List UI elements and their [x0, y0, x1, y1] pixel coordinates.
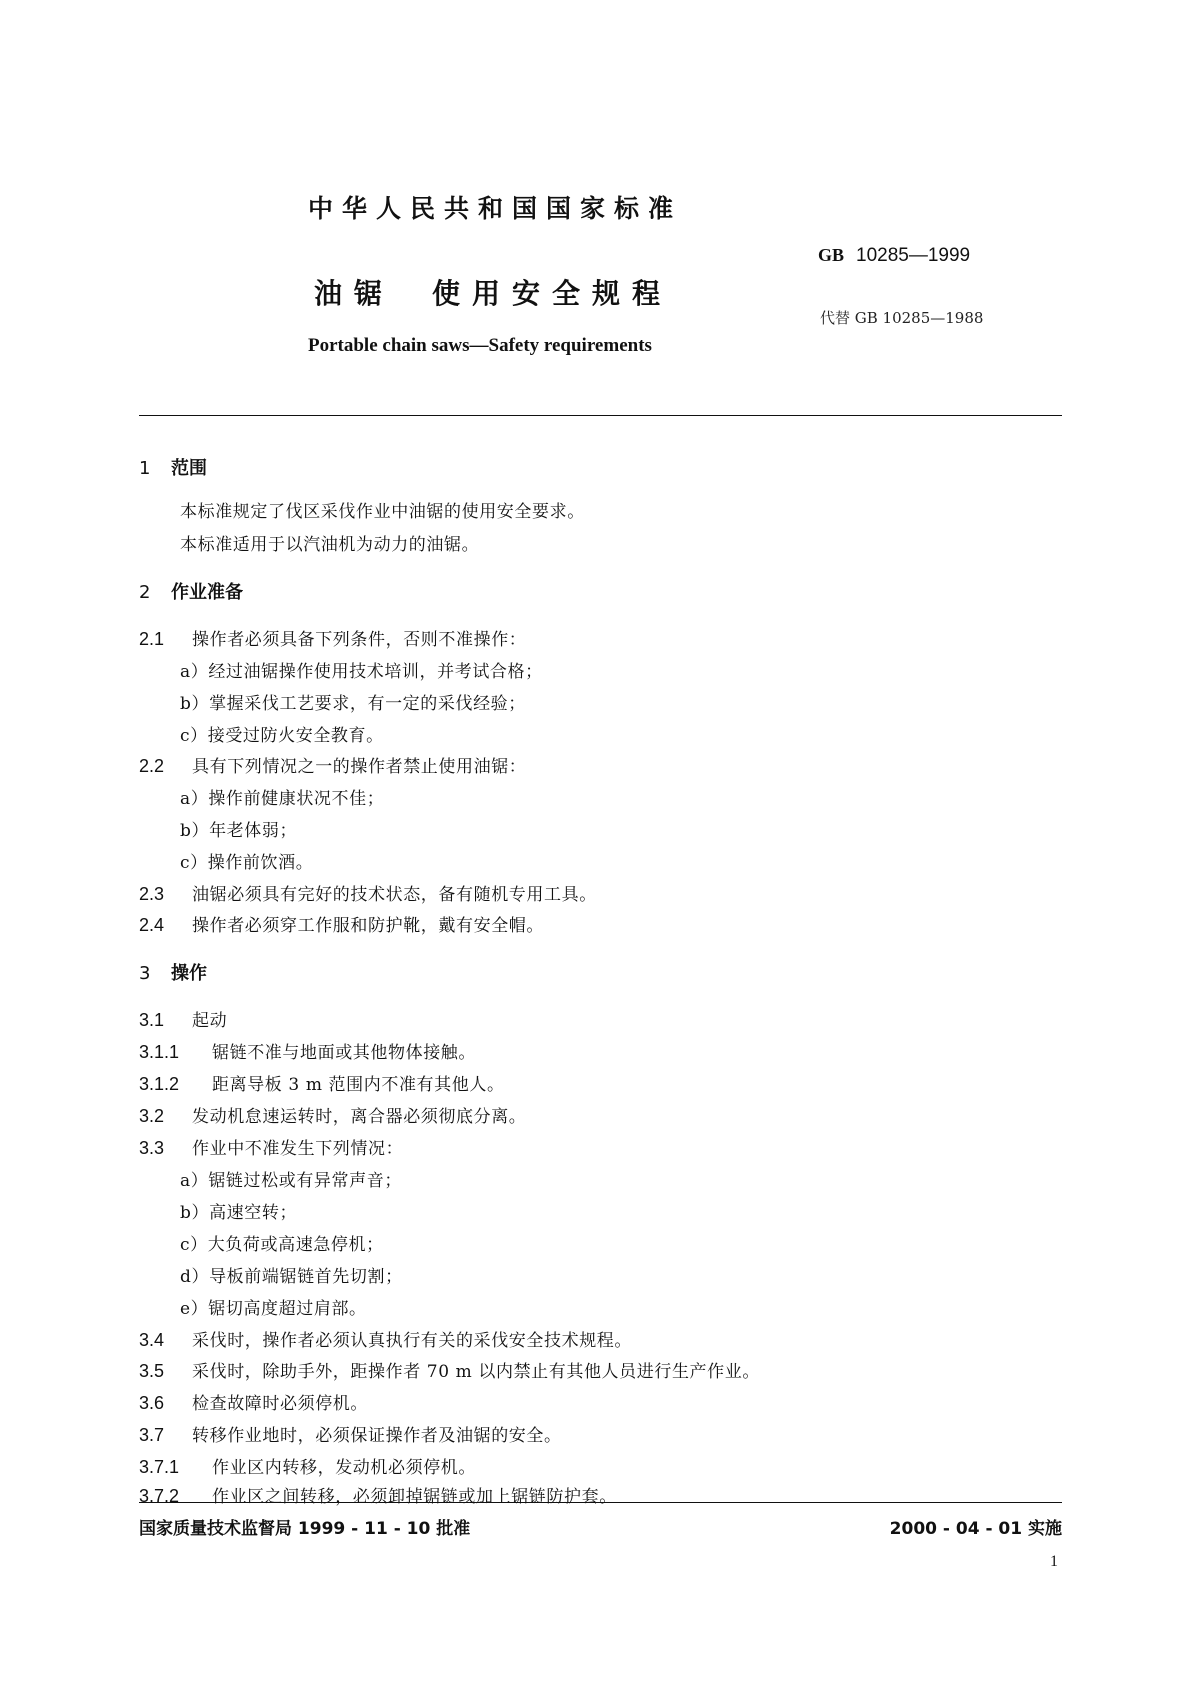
clause-number: 3.1.1 [139, 1042, 180, 1062]
clause-text: 具有下列情况之一的操作者禁止使用油锯： [192, 757, 527, 777]
clause-number: 3.1 [139, 1010, 165, 1030]
clause-text: 发动机怠速运转时，离合器必须彻底分离。 [192, 1107, 527, 1127]
clause-3-5 [139, 1357, 760, 1382]
standard-code-number: 10285—1999 [856, 245, 971, 266]
list-item: c）大负荷或高速急停机； [180, 1235, 384, 1255]
list-item: d）导板前端锯链首先切割； [180, 1267, 403, 1287]
page-number: 1 [1050, 1553, 1058, 1570]
clause-2-2 [139, 752, 526, 777]
clause-3-1-2 [139, 1070, 505, 1095]
replaces-standard: 代替 GB 10285—1988 [820, 309, 984, 327]
standard-code [818, 244, 970, 267]
list-item: e）锯切高度超过肩部。 [180, 1299, 367, 1319]
clause-text: 起动 [192, 1011, 228, 1031]
clause-number: 2.3 [139, 884, 165, 904]
list-item: c）接受过防火安全教育。 [180, 726, 384, 746]
document-title-english: Portable chain saws—Safety requirements [308, 335, 652, 356]
implementation-date: 2000 - 04 - 01 实施 [889, 1519, 1062, 1539]
clause-number: 3.1.2 [139, 1074, 180, 1094]
clause-number: 2.2 [139, 756, 165, 776]
list-item: b）掌握采伐工艺要求，有一定的采伐经验； [180, 694, 526, 714]
clause-text: 检查故障时必须停机。 [192, 1394, 368, 1414]
clause-text: 转移作业地时，必须保证操作者及油锯的安全。 [192, 1426, 562, 1446]
section-3-heading [139, 959, 207, 985]
clause-text: 距离导板 3 m 范围内不准有其他人。 [212, 1075, 505, 1095]
clause-2-3 [139, 880, 597, 905]
clause-number: 3.7.1 [139, 1457, 180, 1477]
clause-number: 3.7.2 [139, 1486, 180, 1506]
clause-number: 2.1 [139, 629, 165, 649]
list-item: a）经过油锯操作使用技术培训，并考试合格； [180, 662, 543, 682]
list-item: c）操作前饮酒。 [180, 853, 314, 873]
document-title-part2: 使用安全规程 [432, 277, 673, 310]
clause-3-4 [139, 1326, 632, 1351]
clause-number: 3.2 [139, 1106, 165, 1126]
clause-text: 操作者必须穿工作服和防护靴，戴有安全帽。 [192, 916, 544, 936]
clause-2-1 [139, 625, 526, 650]
clause-text: 采伐时，操作者必须认真执行有关的采伐安全技术规程。 [192, 1331, 632, 1351]
clause-text: 采伐时，除助手外，距操作者 70 m 以内禁止有其他人员进行生产作业。 [192, 1362, 760, 1382]
standard-code-prefix: GB [818, 245, 845, 265]
section-2-heading [139, 578, 243, 604]
clause-number: 3.5 [139, 1361, 165, 1381]
clause-text: 作业区内转移，发动机必须停机。 [212, 1458, 476, 1478]
clause-3-7-1 [139, 1453, 476, 1478]
clause-3-1-1 [139, 1038, 476, 1063]
clause-number: 3.7 [139, 1425, 165, 1445]
clause-text: 作业中不准发生下列情况： [192, 1139, 404, 1159]
standard-nation-heading: 中华人民共和国国家标准 [308, 194, 683, 223]
clause-3-2 [139, 1102, 526, 1127]
section-title: 操作 [171, 963, 207, 984]
footer-divider [139, 1502, 1062, 1503]
clause-number: 3.6 [139, 1393, 165, 1413]
clause-text: 作业区之间转移，必须卸掉锯链或加上锯链防护套。 [212, 1487, 617, 1507]
section-title: 范围 [171, 458, 207, 479]
clause-number: 2.4 [139, 915, 165, 935]
section-number: 3 [139, 963, 151, 984]
document-title [314, 272, 672, 312]
header-divider [139, 415, 1062, 416]
clause-3-6 [139, 1389, 368, 1414]
clause-3-7-2 [139, 1482, 617, 1507]
clause-text: 锯链不准与地面或其他物体接触。 [212, 1043, 476, 1063]
approval-date: 国家质量技术监督局 1999 - 11 - 10 批准 [139, 1519, 471, 1539]
section-1-heading [139, 454, 207, 480]
list-item: b）年老体弱； [180, 821, 298, 841]
clause-3-3 [139, 1134, 403, 1159]
list-item: b）高速空转； [180, 1203, 298, 1223]
clause-text: 操作者必须具备下列条件，否则不准操作： [192, 630, 527, 650]
clause-3-7 [139, 1421, 562, 1446]
list-item: a）操作前健康状况不佳； [180, 789, 385, 809]
section-number: 2 [139, 582, 151, 603]
scope-paragraph-1: 本标准规定了伐区采伐作业中油锯的使用安全要求。 [180, 502, 585, 522]
section-number: 1 [139, 458, 151, 479]
clause-number: 3.4 [139, 1330, 165, 1350]
clause-text: 油锯必须具有完好的技术状态，备有随机专用工具。 [192, 885, 597, 905]
clause-2-4 [139, 911, 544, 936]
clause-number: 3.3 [139, 1138, 165, 1158]
section-title: 作业准备 [171, 582, 243, 603]
clause-3-1 [139, 1006, 227, 1031]
scope-paragraph-2: 本标准适用于以汽油机为动力的油锯。 [180, 535, 480, 555]
document-title-part1: 油锯 [314, 277, 395, 310]
list-item: a）锯链过松或有异常声音； [180, 1171, 402, 1191]
